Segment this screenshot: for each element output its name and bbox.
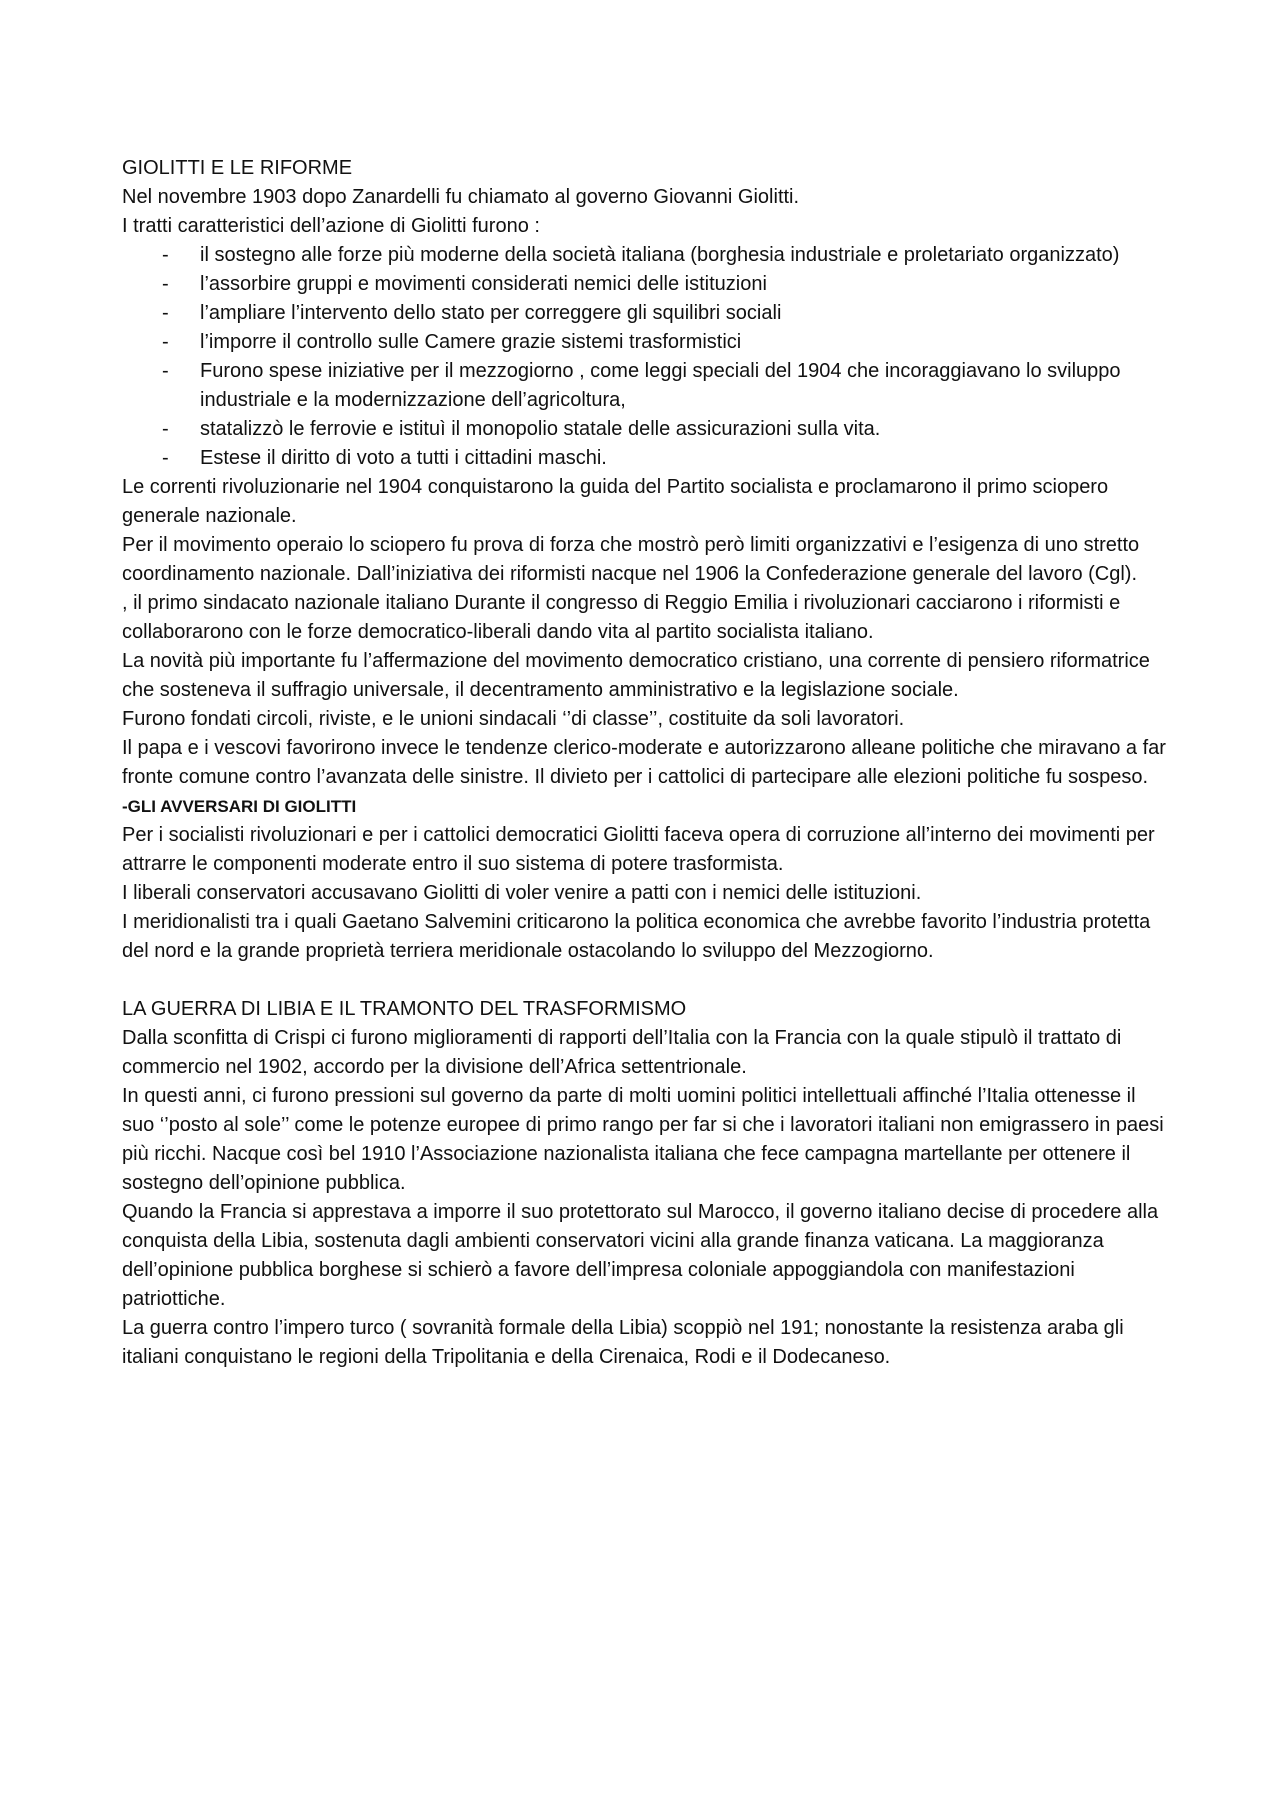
list-item-text: l’assorbire gruppi e movimenti considerati nemici delle istituzioni bbox=[200, 273, 767, 295]
document-page bbox=[122, 154, 1172, 1372]
paragraph: La guerra contro l’impero turco ( sovranità formale della Libia) scoppiò nel 191; nonostante la resistenza araba gli italiani conquistano le regioni della Tripolitania e della Cirenaica, Rodi e il Dodecaneso. bbox=[122, 1317, 1124, 1368]
bullet-dash: - bbox=[162, 273, 169, 295]
list-item-text: il sostegno alle forze più moderne della società italiana (borghesia industriale e proletariato organizzato) bbox=[200, 244, 1120, 266]
list-item bbox=[122, 241, 1172, 270]
list-item-text: l’ampliare l’intervento dello stato per correggere gli squilibri sociali bbox=[200, 302, 782, 324]
paragraph: Le correnti rivoluzionarie nel 1904 conquistarono la guida del Partito socialista e proclamarono il primo sciopero generale nazionale. bbox=[122, 476, 1109, 527]
paragraph: I tratti caratteristici dell’azione di Giolitti furono : bbox=[122, 215, 540, 237]
bullet-dash: - bbox=[162, 302, 169, 324]
bullet-dash: - bbox=[162, 331, 169, 353]
bullet-dash: - bbox=[162, 418, 169, 440]
paragraph: Dalla sconfitta di Crispi ci furono miglioramenti di rapporti dell’Italia con la Francia con la quale stipulò il trattato di commercio nel 1902, accordo per la divisione dell’Africa settentrionale. bbox=[122, 1027, 1122, 1078]
list-item-text: statalizzò le ferrovie e istituì il monopolio statale delle assicurazioni sulla vita. bbox=[200, 418, 881, 440]
section-title-giolitti-riforme: GIOLITTI E LE RIFORME bbox=[122, 157, 353, 179]
paragraph: Nel novembre 1903 dopo Zanardelli fu chiamato al governo Giovanni Giolitti. bbox=[122, 186, 800, 208]
paragraph: Il papa e i vescovi favorirono invece le tendenze clerico-moderate e autorizzarono alleane politiche che miravano a far fronte comune contro l’avanzata delle sinistre. Il divieto per i cattolici di partecipare alle elezioni politiche fu sospeso. bbox=[122, 737, 1166, 788]
list-item bbox=[122, 415, 1172, 444]
list-item-text: Estese il diritto di voto a tutti i cittadini maschi. bbox=[200, 447, 607, 469]
section-title-guerra-libia: LA GUERRA DI LIBIA E IL TRAMONTO DEL TRASFORMISMO bbox=[122, 998, 687, 1020]
list-item bbox=[122, 270, 1172, 299]
list-item-text: Furono spese iniziative per il mezzogiorno , come leggi speciali del 1904 che incoraggiavano lo sviluppo industriale e la modernizzazione dell’agricoltura, bbox=[200, 360, 1121, 411]
bullet-dash: - bbox=[162, 360, 169, 382]
paragraph: Per il movimento operaio lo sciopero fu prova di forza che mostrò però limiti organizzativi e l’esigenza di uno stretto coordinamento nazionale. Dall’iniziativa dei riformisti nacque nel 1906 la Confederazione generale del lavoro (Cgl). bbox=[122, 534, 1140, 585]
paragraph: Quando la Francia si apprestava a imporre il suo protettorato sul Marocco, il governo italiano decise di procedere alla conquista della Libia, sostenuta dagli ambienti conservatori vicini alla grande finanza vaticana. La maggioranza dell’opinione pubblica borghese si schierò a favore dell’impresa coloniale appoggiandola con manifestazioni patriottiche. bbox=[122, 1201, 1159, 1310]
paragraph: , il primo sindacato nazionale italiano Durante il congresso di Reggio Emilia i rivoluzionari cacciarono i riformisti e collaborarono con le forze democratico-liberali dando vita al partito socialista italiano. bbox=[122, 592, 1121, 643]
list-item bbox=[122, 299, 1172, 328]
blank-line bbox=[122, 966, 1172, 995]
paragraph: La novità più importante fu l’affermazione del movimento democratico cristiano, una corrente di pensiero riformatrice che sosteneva il suffragio universale, il decentramento amministrativo e la legislazione sociale. bbox=[122, 650, 1150, 701]
paragraph: Furono fondati circoli, riviste, e le unioni sindacali ‘’di classe’’, costituite da soli lavoratori. bbox=[122, 708, 905, 730]
paragraph: Per i socialisti rivoluzionari e per i cattolici democratici Giolitti faceva opera di corruzione all’interno dei movimenti per attrarre le componenti moderate entro il suo sistema di potere trasformista. bbox=[122, 824, 1155, 875]
paragraph: In questi anni, ci furono pressioni sul governo da parte di molti uomini politici intellettuali affinché l’Italia ottenesse il suo ‘’posto al sole’’ come le potenze europee di primo rango per far si che i lavoratori italiani non emigrassero in paesi più ricchi. Nacque così bel 1910 l’Associazione nazionalista italiana che fece campagna martellante per ottenere il sostegno dell’opinione pubblica. bbox=[122, 1085, 1164, 1194]
list-item bbox=[122, 357, 1172, 415]
list-item bbox=[122, 444, 1172, 473]
bullet-dash: - bbox=[162, 244, 169, 266]
list-item-text: l’imporre il controllo sulle Camere grazie sistemi trasformistici bbox=[200, 331, 742, 353]
section-title-avversari-giolitti: -GLI AVVERSARI DI GIOLITTI bbox=[122, 797, 357, 816]
bullet-dash: - bbox=[162, 447, 169, 469]
paragraph: I liberali conservatori accusavano Giolitti di voler venire a patti con i nemici delle istituzioni. bbox=[122, 882, 922, 904]
reform-bullet-list bbox=[122, 241, 1172, 473]
paragraph: I meridionalisti tra i quali Gaetano Salvemini criticarono la politica economica che avrebbe favorito l’industria protetta del nord e la grande proprietà terriera meridionale ostacolando lo sviluppo del Mezzogiorno. bbox=[122, 911, 1151, 962]
list-item bbox=[122, 328, 1172, 357]
